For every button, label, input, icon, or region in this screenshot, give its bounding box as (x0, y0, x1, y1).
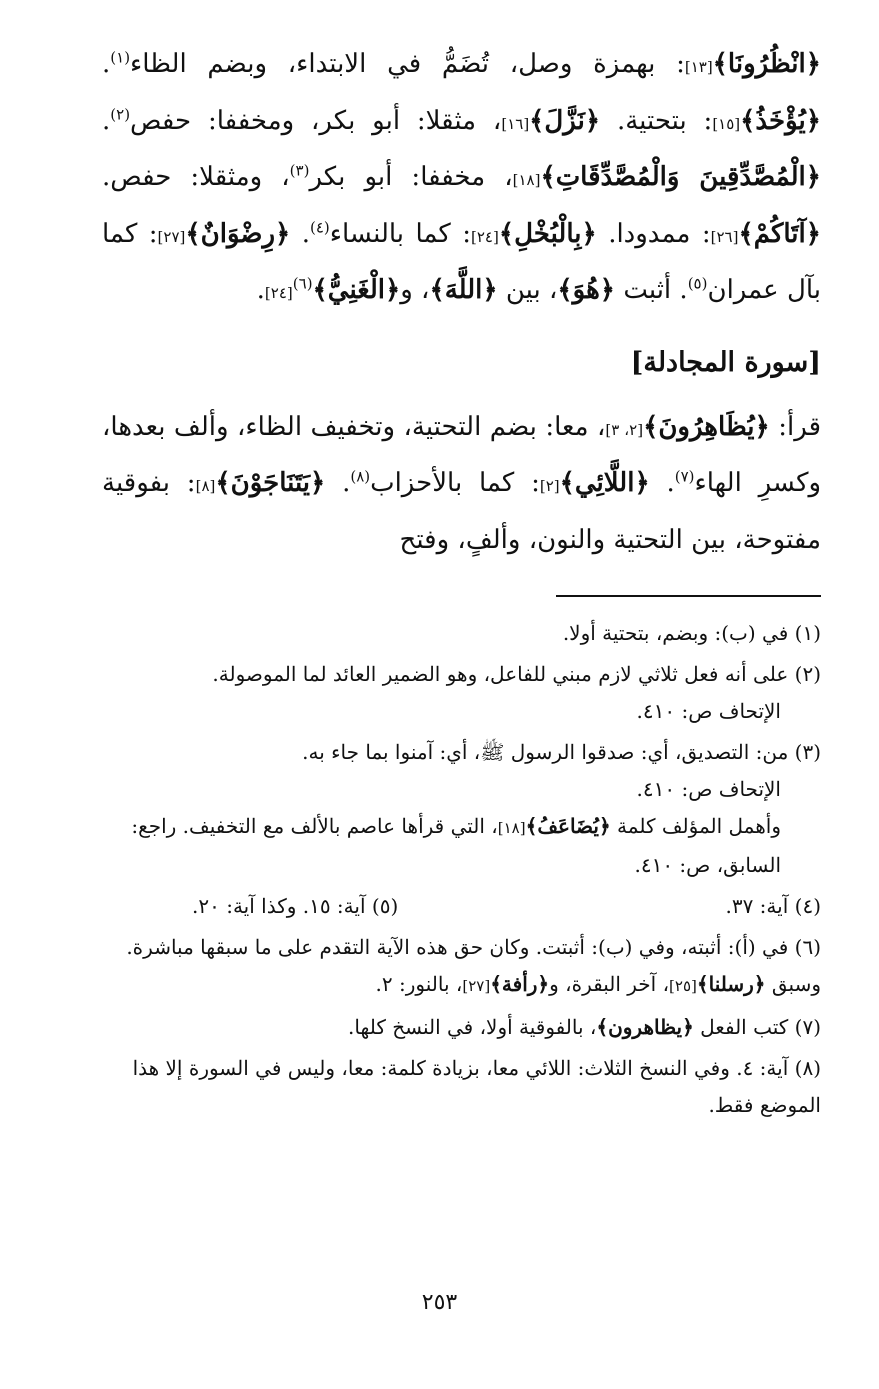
footnote-ref: (٨) (350, 467, 371, 486)
footnote-6 (102, 929, 821, 1005)
footnote-2 (102, 656, 821, 730)
verse-number: [١٣] (684, 58, 713, 76)
footnote-continuation (102, 808, 821, 884)
verse-number: [٢، ٣] (605, 420, 644, 439)
quran-word: ﴿نَزَّلَ﴾ (529, 105, 601, 136)
footnote-text: ، بالفوقية أولا، في النسخ كلها. (348, 1015, 597, 1039)
footnote-4: (٤) آية: ٣٧. (725, 894, 821, 918)
footnote-ref: (٤) (309, 217, 330, 236)
quran-word: ﴿بِالْبُخْلِ﴾ (498, 218, 597, 249)
text-segment: : كما بآل عمران (102, 218, 821, 305)
footnotes (102, 615, 821, 1124)
footnote-text: ، آخر البقرة، و (549, 972, 670, 996)
footnote-ref: (٥) (687, 274, 708, 293)
footnote-text: (٦) في (أ): أثبته، وفي (ب): أثبتت. وكان حق هذه الآية التقدم على ما سبقها مباشرة. وسبق (126, 935, 821, 996)
surah-heading: [سورة المجادلة] (630, 346, 821, 378)
quran-word: ﴿آتَاكُمْ﴾ (738, 218, 822, 249)
footnote-row-4-5 (102, 888, 821, 925)
quran-word: ﴿انْظُرُونَا﴾ (712, 49, 821, 79)
text-segment: . أثبت (623, 275, 688, 305)
quran-word: ﴿رأفة﴾ (490, 972, 550, 996)
verse-number: [١٥] (712, 114, 741, 133)
text-segment: . (301, 218, 310, 249)
verse-number: [١٨] (512, 171, 541, 189)
footnote-source: الإتحاف ص: ٤١٠. (636, 777, 781, 801)
quran-word: ﴿اللَّائِي﴾ (559, 468, 650, 498)
footnote-text: ، بالنور: ٢. (375, 972, 463, 996)
quran-word: ﴿اللَّهَ﴾ (429, 275, 498, 305)
verse-number: [٢٧] (462, 977, 491, 995)
footnote-text: (٧) كتب الفعل (700, 1015, 821, 1039)
quran-word: ﴿يُظَاهِرُونَ﴾ (643, 411, 770, 442)
main-text (102, 38, 821, 567)
verse-number: [٢٥] (669, 977, 697, 995)
text-segment: ، معا: بضم التحتية، وتخفيف الظاء، وألف بعدها، وكسرِ الهاء (102, 411, 822, 498)
footnote-1: (١) في (ب): وبضم، بتحتية أولا. (562, 621, 821, 645)
verse-number: [٢٤] (264, 284, 293, 302)
text-segment: ، مخففا: أبو بكر (309, 162, 513, 192)
quran-word: ﴿رِضْوَانٌ﴾ (185, 218, 291, 249)
verse-number: [١٦] (501, 114, 530, 133)
footnote-ref: (٣) (289, 161, 310, 180)
text-segment: : بتحتية. (616, 105, 713, 136)
footnote-source: الإتحاف ص: ٤١٠. (636, 699, 781, 723)
text-segment: ، و (400, 275, 430, 305)
text-segment: . (342, 468, 351, 498)
footnote-ref: (٢) (110, 104, 131, 123)
quran-word: ﴿يُؤْخَذُ﴾ (740, 105, 822, 136)
text-segment: ، بين (505, 275, 558, 305)
quran-word: ﴿الْمُصَّدِّقِينَ وَالْمُصَّدِّقَاتِ﴾ (540, 162, 821, 192)
verse-number: [٢] (539, 477, 560, 495)
text-segment: ، ومثقلا: حفص. (102, 162, 290, 192)
footnote-ref: (٦) (292, 274, 313, 293)
verse-number: [٢٧] (157, 227, 186, 246)
text-segment: . (102, 49, 111, 79)
footnote-8: (٨) آية: ٤. وفي النسخ الثلاث: اللائي معا، بزيادة كلمة: معا، وليس في السورة إلا هذا الموضع فقط. (132, 1056, 821, 1117)
footnote-divider (556, 595, 821, 597)
verse-number: [٨] (195, 477, 216, 495)
text-segment: : كما بالنساء (329, 218, 472, 249)
text-segment: . (666, 468, 675, 498)
footnote-5: (٥) آية: ١٥. وكذا آية: ٢٠. (192, 894, 399, 918)
main-paragraph-1 (102, 38, 821, 321)
text-segment: : كما بالأحزاب (370, 468, 540, 498)
verse-number: [٢٦] (710, 227, 739, 246)
text-segment: ، مثقلا: أبو بكر، ومخففا: حفص (130, 105, 502, 136)
text-segment: : ممدودا. (608, 218, 711, 249)
verse-number: [١٨] (497, 819, 526, 837)
text-segment: . (102, 105, 111, 136)
footnote-ref: (٧) (674, 467, 695, 486)
footnote-ref: (١) (110, 48, 131, 67)
footnote-text: (٢) على أنه فعل ثلاثي لازم مبني للفاعل، وهو الضمير العائد لما الموصولة. (212, 662, 821, 686)
quran-word: ﴿رسلنا﴾ (696, 972, 766, 996)
quran-word: ﴿هُوَ﴾ (557, 275, 616, 305)
text-segment: : بهمزة وصل، تُضَمُّ في الابتداء، وبضم الظاء (130, 49, 685, 79)
footnote-3 (102, 734, 821, 884)
quran-word: ﴿الْغَنِيُّ﴾ (312, 275, 401, 305)
quran-word: ﴿يَتَنَاجَوْنَ﴾ (215, 468, 326, 498)
text-segment: . (256, 275, 265, 305)
quran-word: ﴿يُضَاعَفُ﴾ (525, 814, 611, 838)
main-paragraph-2 (102, 401, 821, 568)
footnote-text: ، التي قرأها عاصم بالألف مع التخفيف. راجع: السابق، ص: ٤١٠. (131, 814, 781, 877)
footnote-text: وأهمل المؤلف كلمة (617, 814, 781, 838)
footnote-7 (102, 1009, 821, 1046)
quran-word: ﴿يظاهرون﴾ (596, 1015, 694, 1039)
verse-number: [٢٤] (471, 227, 499, 246)
page-number: ٢٥٣ (421, 1290, 458, 1315)
footnote-text: (٣) من: التصديق، أي: صدقوا الرسول ﷺ، أي: آمنوا بما جاء به. (302, 740, 821, 764)
text-segment: قرأ: (778, 411, 822, 442)
text-segment: : بفوقية مفتوحة، بين التحتية والنون، وألفٍ، وفتح (102, 468, 821, 555)
